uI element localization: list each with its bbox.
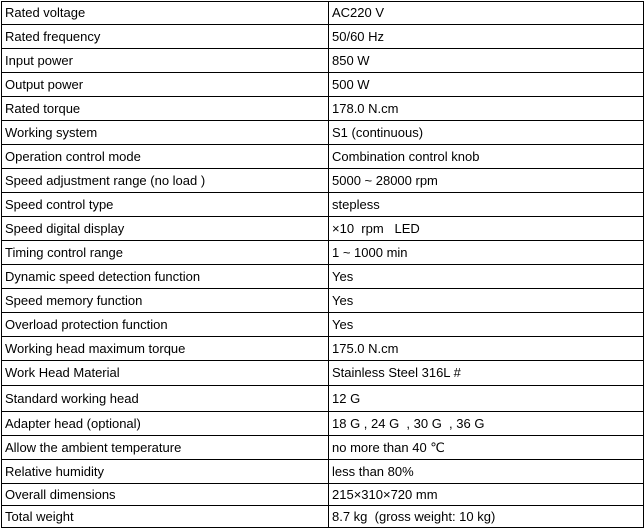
table-row [2,97,644,121]
spec-value: Yes [329,265,644,289]
table-row [2,2,644,25]
spec-value: less than 80% [329,460,644,484]
table-row [2,241,644,265]
spec-value: ×10 rpm LED [329,217,644,241]
table-row [2,265,644,289]
spec-value: 12 G [329,386,644,412]
spec-label: Timing control range [2,241,329,265]
spec-value: no more than 40 ℃ [329,436,644,460]
spec-value: 18 G , 24 G , 30 G , 36 G [329,412,644,436]
table-row [2,337,644,361]
spec-label: Relative humidity [2,460,329,484]
spec-label: Output power [2,73,329,97]
spec-value: 1 ~ 1000 min [329,241,644,265]
spec-value: 8.7 kg (gross weight: 10 kg) [329,506,644,528]
spec-value: stepless [329,193,644,217]
spec-label: Operation control mode [2,145,329,169]
spec-label: Speed control type [2,193,329,217]
table-row [2,412,644,436]
table-row [2,73,644,97]
spec-value: Yes [329,313,644,337]
table-row [2,484,644,506]
spec-label: Working head maximum torque [2,337,329,361]
spec-value: 50/60 Hz [329,25,644,49]
spec-value: S1 (continuous) [329,121,644,145]
spec-label: Overload protection function [2,313,329,337]
spec-value: 850 W [329,49,644,73]
spec-value: Combination control knob [329,145,644,169]
spec-label: Work Head Material [2,361,329,386]
spec-value: 178.0 N.cm [329,97,644,121]
spec-label: Rated torque [2,97,329,121]
spec-label: Adapter head (optional) [2,412,329,436]
spec-value: 5000 ~ 28000 rpm [329,169,644,193]
spec-value: 500 W [329,73,644,97]
spec-table [1,1,644,528]
spec-label: Speed adjustment range (no load ) [2,169,329,193]
table-row [2,436,644,460]
table-row [2,145,644,169]
table-row [2,313,644,337]
spec-label: Allow the ambient temperature [2,436,329,460]
table-row [2,169,644,193]
table-row [2,49,644,73]
table-row [2,361,644,386]
table-row [2,386,644,412]
spec-value: Stainless Steel 316L # [329,361,644,386]
table-row [2,506,644,528]
spec-label: Speed memory function [2,289,329,313]
table-row [2,121,644,145]
spec-label: Total weight [2,506,329,528]
spec-label: Dynamic speed detection function [2,265,329,289]
table-row [2,289,644,313]
spec-value: 175.0 N.cm [329,337,644,361]
spec-value: AC220 V [329,2,644,25]
spec-label: Standard working head [2,386,329,412]
spec-value: 215×310×720 mm [329,484,644,506]
table-row [2,217,644,241]
table-row [2,25,644,49]
table-row [2,193,644,217]
spec-label: Rated voltage [2,2,329,25]
spec-label: Speed digital display [2,217,329,241]
spec-label: Working system [2,121,329,145]
spec-label: Input power [2,49,329,73]
table-row [2,460,644,484]
spec-label: Overall dimensions [2,484,329,506]
spec-value: Yes [329,289,644,313]
spec-label: Rated frequency [2,25,329,49]
